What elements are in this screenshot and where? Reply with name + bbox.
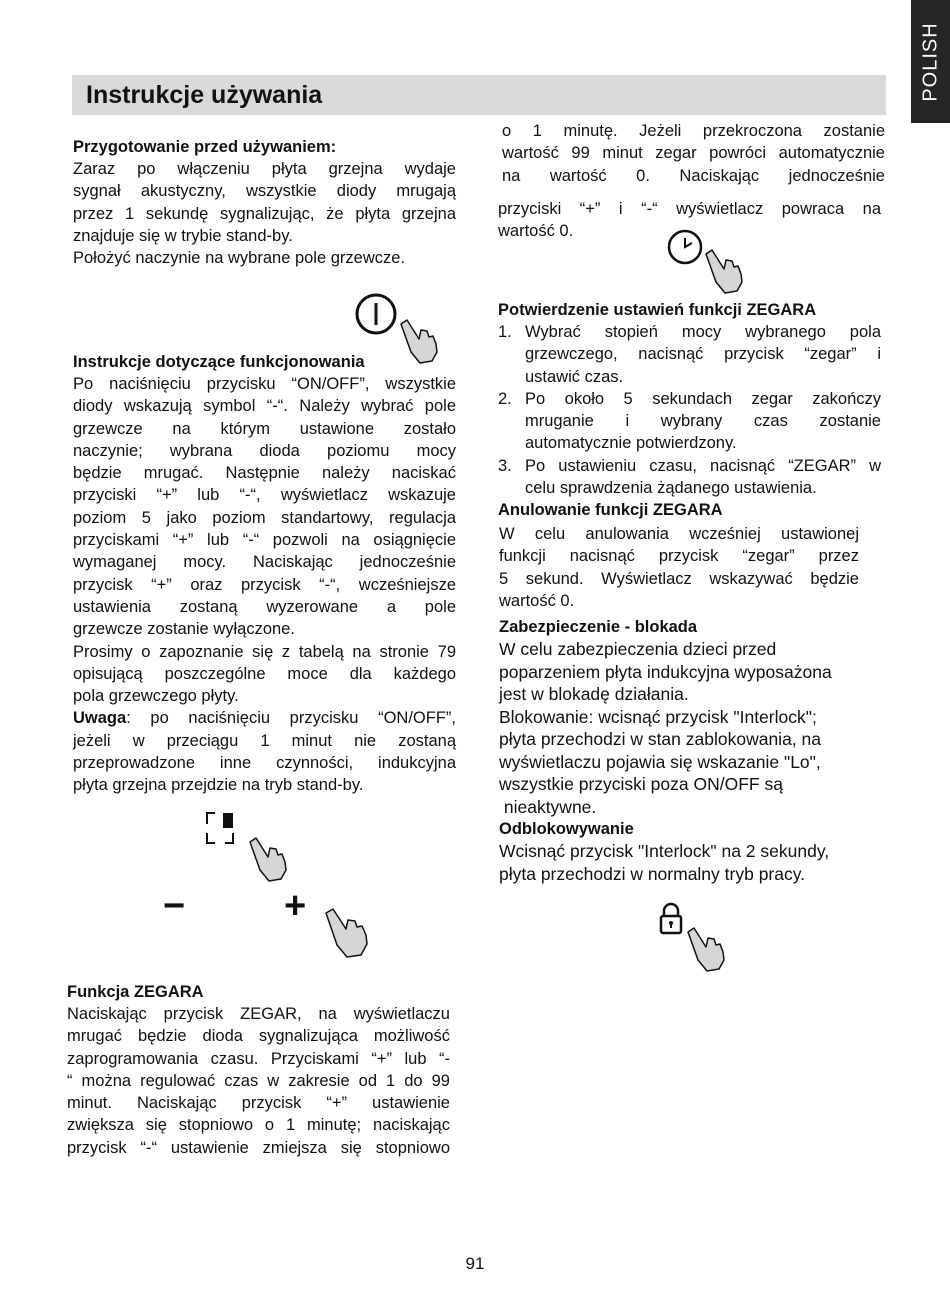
list-item [498,388,881,455]
timer-heading: Funkcja ZEGARA [67,983,204,1001]
text-line: grzewcze na którym ustawione zostało [73,419,456,438]
text-line: 5 sekund. Wyświetlacz wskazywać będzie [499,569,859,588]
text-line: przycisk “+” oraz przycisk “-“, wcześniejsze [73,575,456,594]
text-line: W celu zabezpieczenia dzieci przed [499,639,777,659]
text-line: nieaktywne. [499,796,597,817]
text-line: wartość 0. [499,591,575,610]
page-number: 91 [465,1254,485,1273]
text-line: mruganie i wybrany czas zostanie [525,412,881,431]
text-line: na wartość 0. Naciskając jednocześnie [502,166,885,185]
text-line: minut. Naciskając przycisk “+” ustawienie [67,1094,450,1113]
text-line: Położyć naczynie na wybrane pole grzewcze. [73,249,406,268]
text-line: wymaganej mocy. Naciskając jednocześnie [73,553,456,572]
text-line: wartość 0. [498,222,574,241]
text-line: funkcji nacisnąć przycisk “zegar” przez [499,547,859,566]
text-line: diody wskazują symbol “-“. Należy wybrać pole [73,397,456,416]
list-number: 1. [498,323,512,341]
section-preparation [73,136,456,269]
list-item [498,321,881,388]
text-line: automatycznie potwierdzony. [525,434,737,453]
text-line: poziom 5 jako poziom standartowy, regulacja [73,508,456,527]
section-timer-cancel [499,523,859,612]
text-line: zwiększa się stopniowo o 1 minutę; naciskając [67,1116,450,1135]
text-line: będzie mrugać. Następnie należy naciskać [73,464,456,483]
section-timer [67,981,450,1159]
text-line: wyświetlaczu pojawia się wskazanie "Lo", [499,751,821,772]
lock-heading: Zabezpieczenie - blokada [499,618,698,636]
text-line: “ można regulować czas w zakresie od 1 do 99 [67,1071,450,1090]
list-number: 2. [498,389,512,408]
text-line: opisującą poszczególne moce dla każdego [73,664,456,683]
text-line: ustawić czas. [525,367,624,386]
title-bar [72,75,886,115]
text-line: poparzeniem płyta indukcyjna wyposażona [499,661,832,682]
text-line: płyta przechodzi w stan zablokowania, na [499,729,821,749]
unlock-heading: Odblokowywanie [499,820,634,838]
display-segment-icon [200,810,300,882]
text-line: Wybrać stopień mocy wybranego pola [525,323,881,341]
text-line: przycisk “-“ ustawienie zmiejsza się stopniowo [67,1138,450,1157]
text-line: W celu anulowania wcześniej ustawionej [499,525,859,543]
text-line: Wcisnąć przycisk "Interlock" na 2 sekundy, [499,841,830,861]
clock-button-icon [666,228,756,298]
note-line [73,707,456,729]
text-line: jest w blokadę działania. [499,684,689,704]
text-line: Po około 5 sekundach zegar zakończy [525,389,881,408]
prep-heading: Przygotowanie przed używaniem: [73,138,337,156]
pointing-hand-icon [322,885,382,960]
section-timer-confirm [498,299,881,521]
text-line: płyta przechodzi w normalny tryb pracy. [499,863,806,884]
text-line: przyciski “+” i “-“ wyświetlacz powraca na [498,200,881,218]
cancel-heading: Anulowanie funkcji ZEGARA [498,501,723,520]
text-line: przyciskami “+” lub “-“ pozwoli na osiągnięcie [73,531,456,550]
text-line: naczynie; wybrana dioda poziomu mocy [73,441,456,460]
text-line: Blokowanie: wcisnąć przycisk "Interlock"; [499,706,817,727]
language-tab [911,0,950,123]
text-line: wartość 99 minut zegar powróci automatycznie [502,144,885,163]
text-line: sygnał akustyczny, wszystkie diody mrugają [73,182,456,201]
text-line: jeżeli w przeciągu 1 minut nie zostaną [73,731,456,750]
section-child-lock [499,616,882,885]
page-title: Instrukcje używania [86,81,323,109]
text-line: zaprogramowania czasu. Przyciskami “+” lub “- [67,1049,450,1068]
text-line: celu sprawdzenia żądanego ustawienia. [525,479,817,498]
text-line: mrugać będzie dioda sygnalizująca możliwość [67,1027,450,1046]
text-line: o 1 minutę. Jeżeli przekroczona zostanie [502,122,885,140]
text-line: płyta grzejna przejdzie na tryb stand-by. [73,776,364,795]
text-line: grzewczego, nacisnąć przycisk “zegar” i [525,345,881,364]
section-operation [73,351,456,797]
minus-symbol: − [163,885,186,927]
note-label: Uwaga [73,709,127,728]
list-number: 3. [498,456,512,475]
language-label: POLISH [919,21,941,102]
padlock-button-icon [658,902,738,974]
text-line: znajduje się w trybie stand-by. [73,226,293,245]
note-text: : po naciśnięciu przycisku “ON/OFF”, [126,709,456,728]
text-line: grzewcze zostanie wyłączone. [73,620,295,639]
text-line: Prosimy o zapoznanie się z tabelą na stronie 79 [73,642,456,661]
text-line: przez 1 sekundę sygnalizując, że płyta grzejna [73,204,456,223]
operation-heading: Instrukcje dotyczące funkcjonowania [73,353,365,371]
text-line: wszystkie przyciski poza ON/OFF są [499,774,783,794]
text-line: Naciskając przycisk ZEGAR, na wyświetlaczu [67,1005,450,1023]
text-line: pola grzewczego płyty. [73,687,239,706]
confirm-heading: Potwierdzenie ustawień funkcji ZEGARA [498,301,817,319]
list-item [498,455,881,500]
plus-symbol: + [284,885,307,927]
section-timer-continued [502,120,885,187]
text-line: przeprowadzone inne czynności, indukcyjna [73,754,456,773]
text-line: Po naciśnięciu przycisku “ON/OFF”, wszystkie [73,375,456,393]
text-line: Po ustawieniu czasu, nacisnąć “ZEGAR” w [525,456,881,475]
confirm-list [498,321,881,499]
text-line: Zaraz po włączeniu płyta grzejna wydaje [73,160,456,178]
text-line: ustawienia zostaną wyzerowane a pole [73,597,456,616]
text-line: przyciski “+” lub “-“, wyświetlacz wskazuje [73,486,456,505]
